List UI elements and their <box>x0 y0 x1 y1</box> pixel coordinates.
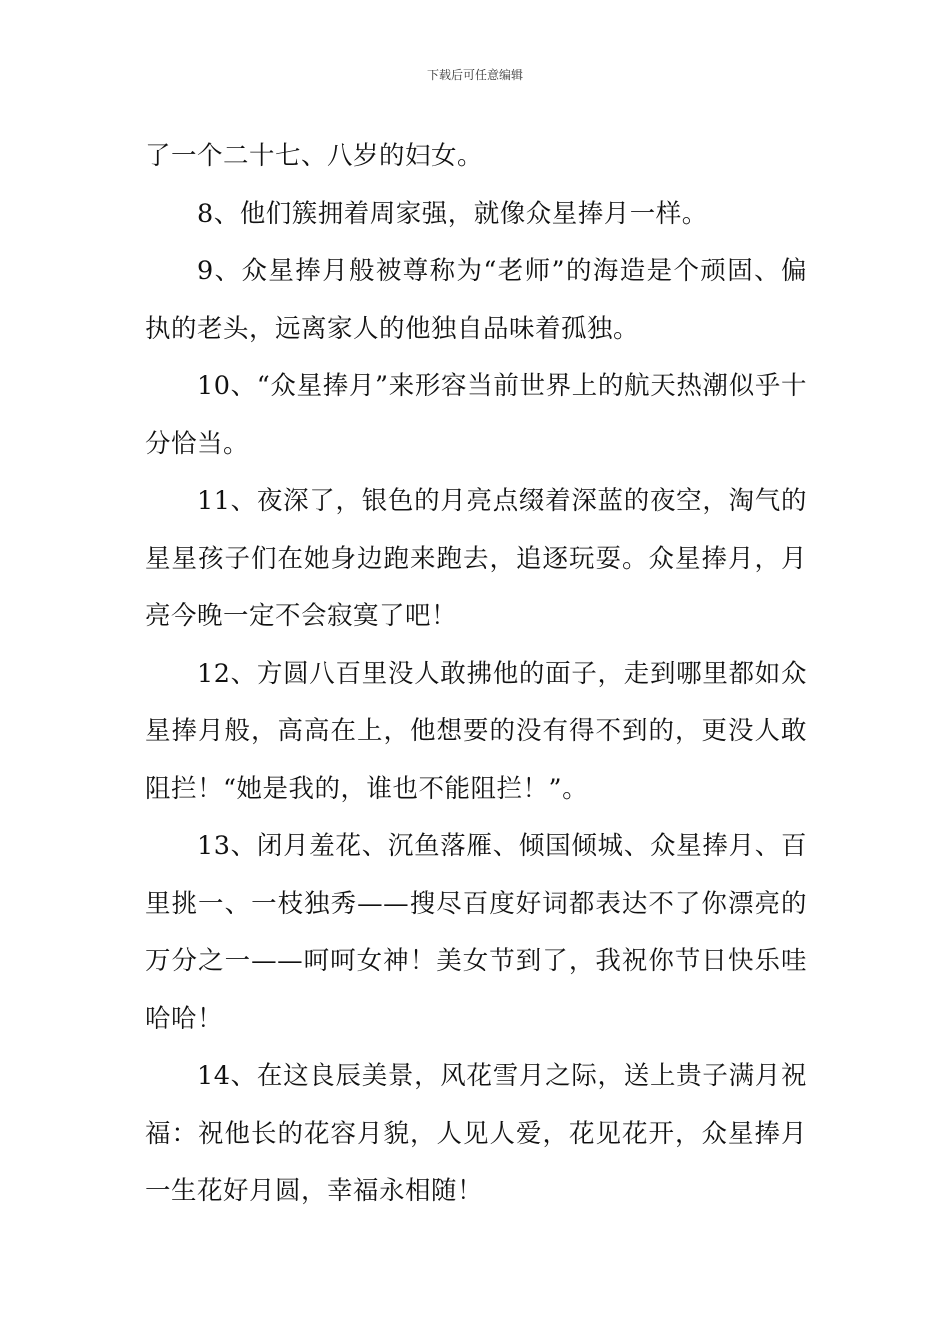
paragraph: 13、闭月羞花、沉鱼落雁、倾国倾城、众星捧月、百里挑一、一枝独秀——搜尽百度好词都表达不了你漂亮的万分之一——呵呵女神！美女节到了，我祝你节日快乐哇哈哈！ <box>145 831 807 1034</box>
paragraph: 14、在这良辰美景，风花雪月之际，送上贵子满月祝福：祝他长的花容月貌，人见人爱，花见花开，众星捧月一生花好月圆，幸福永相随！ <box>145 1061 807 1206</box>
paragraph: 8、他们簇拥着周家强，就像众星捧月一样。 <box>197 198 708 229</box>
paragraph: 9、众星捧月般被尊称为“老师”的海造是个顽固、偏执的老头，远离家人的他独自品味着孤独。 <box>145 256 807 344</box>
paragraph: 11、夜深了，银色的月亮点缀着深蓝的夜空，淘气的星星孩子们在她身边跑来跑去，追逐玩耍。众星捧月，月亮今晚一定不会寂寞了吧！ <box>145 486 807 631</box>
paragraph: 10、“众星捧月”来形容当前世界上的航天热潮似乎十分恰当。 <box>145 371 807 459</box>
paragraph: 了一个二十七、八岁的妇女。 <box>145 141 484 171</box>
page-header-note: 下载后可任意编辑 <box>426 68 523 82</box>
document-body <box>145 128 807 1221</box>
paragraph: 12、方圆八百里没人敢拂他的面子，走到哪里都如众星捧月般，高高在上，他想要的没有得不到的，更没人敢阻拦！“她是我的，谁也不能阻拦！”。 <box>145 658 807 804</box>
